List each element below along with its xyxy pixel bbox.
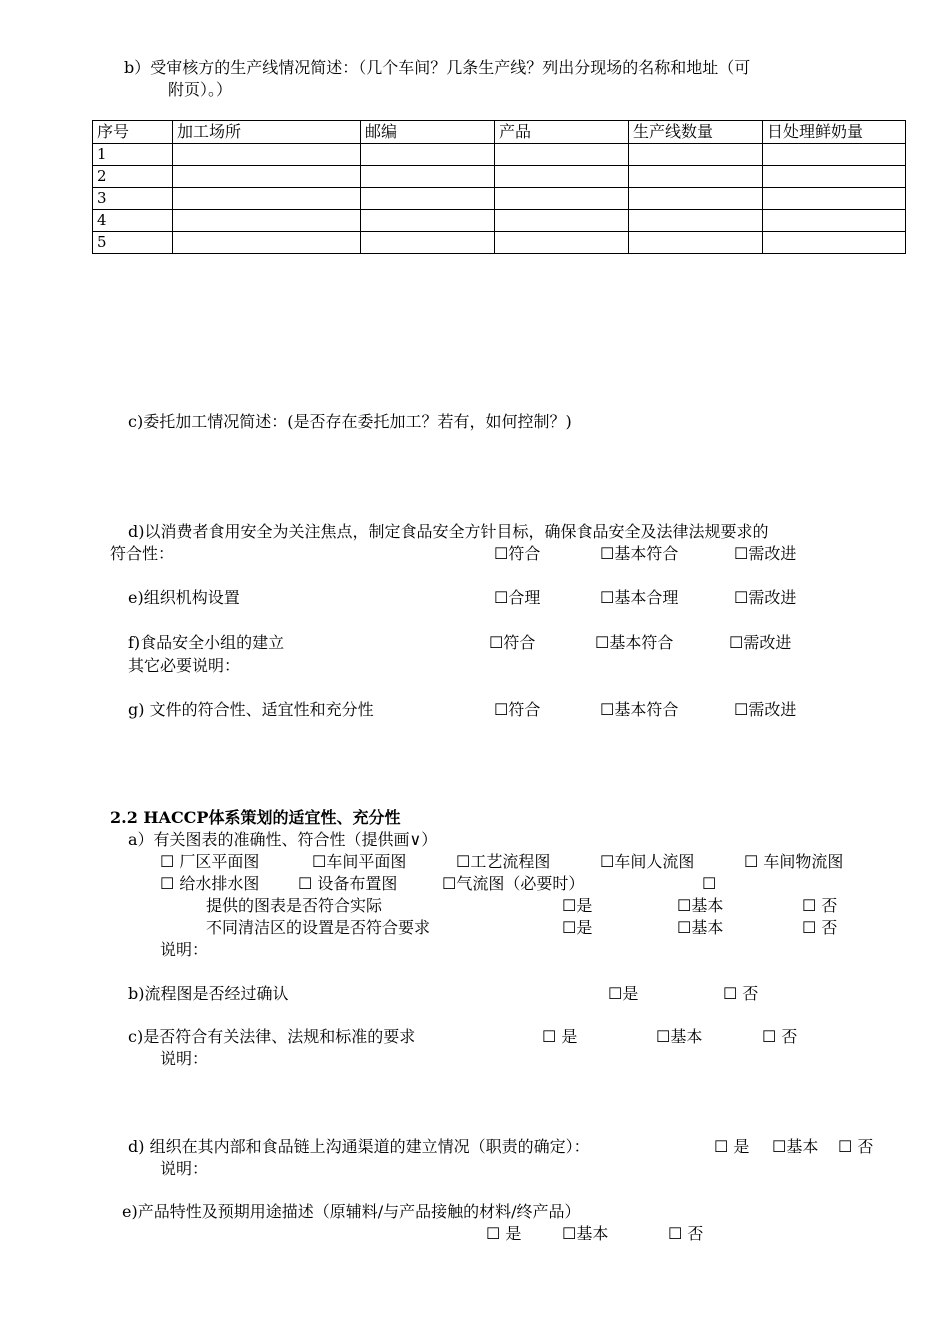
table-cell[interactable] <box>173 210 361 232</box>
table-row <box>93 232 906 254</box>
option-improve-checkbox[interactable]: ☐需改进 <box>734 544 797 563</box>
option-yes-checkbox[interactable]: ☐ 是 <box>542 1027 578 1046</box>
section-2-2-b-text: b)流程图是否经过确认 <box>128 984 289 1003</box>
section-e-text: e)组织机构设置 <box>128 588 240 607</box>
section-c-note: 说明： <box>160 1049 209 1068</box>
checkbox-equipment-layout[interactable]: ☐ 设备布置图 <box>298 874 398 893</box>
table-cell[interactable] <box>361 210 495 232</box>
table-cell[interactable] <box>629 232 763 254</box>
section-f-note: 其它必要说明： <box>128 656 241 675</box>
option-improve-checkbox[interactable]: ☐需改进 <box>729 633 792 652</box>
table-cell: 2 <box>93 166 173 188</box>
section-b-line2: 附页）。） <box>168 80 233 99</box>
option-no-checkbox[interactable]: ☐ 否 <box>723 984 759 1003</box>
option-yes-checkbox[interactable]: ☐是 <box>608 984 639 1003</box>
table-cell[interactable] <box>173 232 361 254</box>
table-cell[interactable] <box>495 166 629 188</box>
table-cell[interactable] <box>173 144 361 166</box>
table-cell[interactable] <box>361 232 495 254</box>
option-conform-checkbox[interactable]: ☐符合 <box>489 633 536 652</box>
table-cell: 5 <box>93 232 173 254</box>
table-cell[interactable] <box>763 210 906 232</box>
option-basic-conform-checkbox[interactable]: ☐基本符合 <box>600 700 679 719</box>
option-yes-checkbox[interactable]: ☐是 <box>562 896 593 915</box>
checkbox-factory-plan[interactable]: ☐ 厂区平面图 <box>160 852 260 871</box>
table-row <box>93 144 906 166</box>
table-cell[interactable] <box>361 166 495 188</box>
table-cell[interactable] <box>361 144 495 166</box>
section-2-2-c-text: c)是否符合有关法律、法规和标准的要求 <box>128 1027 416 1046</box>
option-no-checkbox[interactable]: ☐ 否 <box>762 1027 798 1046</box>
table-cell[interactable] <box>763 188 906 210</box>
option-basic-conform-checkbox[interactable]: ☐基本符合 <box>595 633 674 652</box>
table-cell[interactable] <box>763 166 906 188</box>
table-cell[interactable] <box>173 188 361 210</box>
section-a-note: 说明： <box>160 940 209 959</box>
table-row <box>93 166 906 188</box>
table-header-cell: 生产线数量 <box>629 121 763 144</box>
table-cell[interactable] <box>629 210 763 232</box>
section-b-line1: b）受审核方的生产线情况简述：（几个车间？几条生产线？列出分现场的名称和地址（可 <box>124 58 751 77</box>
table-cell[interactable] <box>495 210 629 232</box>
option-conform-checkbox[interactable]: ☐符合 <box>494 544 541 563</box>
table-cell[interactable] <box>629 166 763 188</box>
checkbox-material-flow[interactable]: ☐ 车间物流图 <box>744 852 844 871</box>
table-header-row <box>93 121 906 144</box>
section-2-2-a-title: a）有关图表的准确性、符合性（提供画∨） <box>128 830 438 849</box>
checkbox-other[interactable]: ☐ <box>702 874 717 893</box>
table-cell[interactable] <box>361 188 495 210</box>
table-header-cell: 序号 <box>93 121 173 144</box>
section-d-line1: d)以消费者食用安全为关注焦点，制定食品安全方针目标，确保食品安全及法律法规要求的 <box>128 522 769 541</box>
table-header-cell: 产品 <box>495 121 629 144</box>
table-header-cell: 日处理鲜奶量 <box>763 121 906 144</box>
checkbox-water-drainage[interactable]: ☐ 给水排水图 <box>160 874 260 893</box>
table-cell[interactable] <box>763 232 906 254</box>
checkbox-personnel-flow[interactable]: ☐车间人流图 <box>600 852 695 871</box>
question-clean-zones: 不同清洁区的设置是否符合要求 <box>206 918 431 937</box>
option-conform-checkbox[interactable]: ☐符合 <box>494 700 541 719</box>
section-d-note: 说明： <box>160 1159 209 1178</box>
option-no-checkbox[interactable]: ☐ 否 <box>668 1224 704 1243</box>
checkbox-process-flow[interactable]: ☐工艺流程图 <box>456 852 551 871</box>
section-f-text: f)食品安全小组的建立 <box>128 633 285 652</box>
section-c-text: c)委托加工情况简述：(是否存在委托加工？若有，如何控制？) <box>128 412 572 431</box>
table-cell[interactable] <box>173 166 361 188</box>
option-reasonable-checkbox[interactable]: ☐合理 <box>494 588 541 607</box>
option-basic-conform-checkbox[interactable]: ☐基本符合 <box>600 544 679 563</box>
section-2-2-d-text: d) 组织在其内部和食品链上沟通渠道的建立情况（职责的确定）： <box>128 1137 590 1156</box>
checkbox-workshop-plan[interactable]: ☐车间平面图 <box>312 852 407 871</box>
table-cell[interactable] <box>495 188 629 210</box>
option-improve-checkbox[interactable]: ☐需改进 <box>734 588 797 607</box>
option-yes-checkbox[interactable]: ☐ 是 <box>486 1224 522 1243</box>
table-cell: 4 <box>93 210 173 232</box>
checkbox-airflow[interactable]: ☐气流图（必要时） <box>442 874 585 893</box>
table-header-cell: 邮编 <box>361 121 495 144</box>
option-no-checkbox[interactable]: ☐ 否 <box>802 896 838 915</box>
table-cell[interactable] <box>629 188 763 210</box>
option-basic-checkbox[interactable]: ☐基本 <box>677 918 724 937</box>
section-d-line2: 符合性： <box>110 544 175 563</box>
option-no-checkbox[interactable]: ☐ 否 <box>838 1137 874 1156</box>
option-basic-reasonable-checkbox[interactable]: ☐基本合理 <box>600 588 679 607</box>
option-no-checkbox[interactable]: ☐ 否 <box>802 918 838 937</box>
table-row <box>93 188 906 210</box>
table-cell: 3 <box>93 188 173 210</box>
table-cell: 1 <box>93 144 173 166</box>
option-basic-checkbox[interactable]: ☐基本 <box>677 896 724 915</box>
section-2-2-e-text: e)产品特性及预期用途描述（原辅料/与产品接触的材料/终产品） <box>122 1202 581 1221</box>
option-basic-checkbox[interactable]: ☐基本 <box>772 1137 819 1156</box>
option-yes-checkbox[interactable]: ☐ 是 <box>714 1137 750 1156</box>
option-yes-checkbox[interactable]: ☐是 <box>562 918 593 937</box>
option-improve-checkbox[interactable]: ☐需改进 <box>734 700 797 719</box>
production-line-table <box>92 120 906 254</box>
question-charts-match: 提供的图表是否符合实际 <box>206 896 383 915</box>
table-header-cell: 加工场所 <box>173 121 361 144</box>
section-2-2-title: 2.2 HACCP体系策划的适宜性、充分性 <box>110 808 401 827</box>
table-row <box>93 210 906 232</box>
table-cell[interactable] <box>629 144 763 166</box>
section-g-text: g) 文件的符合性、适宜性和充分性 <box>128 700 374 719</box>
table-cell[interactable] <box>495 232 629 254</box>
option-basic-checkbox[interactable]: ☐基本 <box>656 1027 703 1046</box>
table-cell[interactable] <box>763 144 906 166</box>
option-basic-checkbox[interactable]: ☐基本 <box>562 1224 609 1243</box>
table-cell[interactable] <box>495 144 629 166</box>
